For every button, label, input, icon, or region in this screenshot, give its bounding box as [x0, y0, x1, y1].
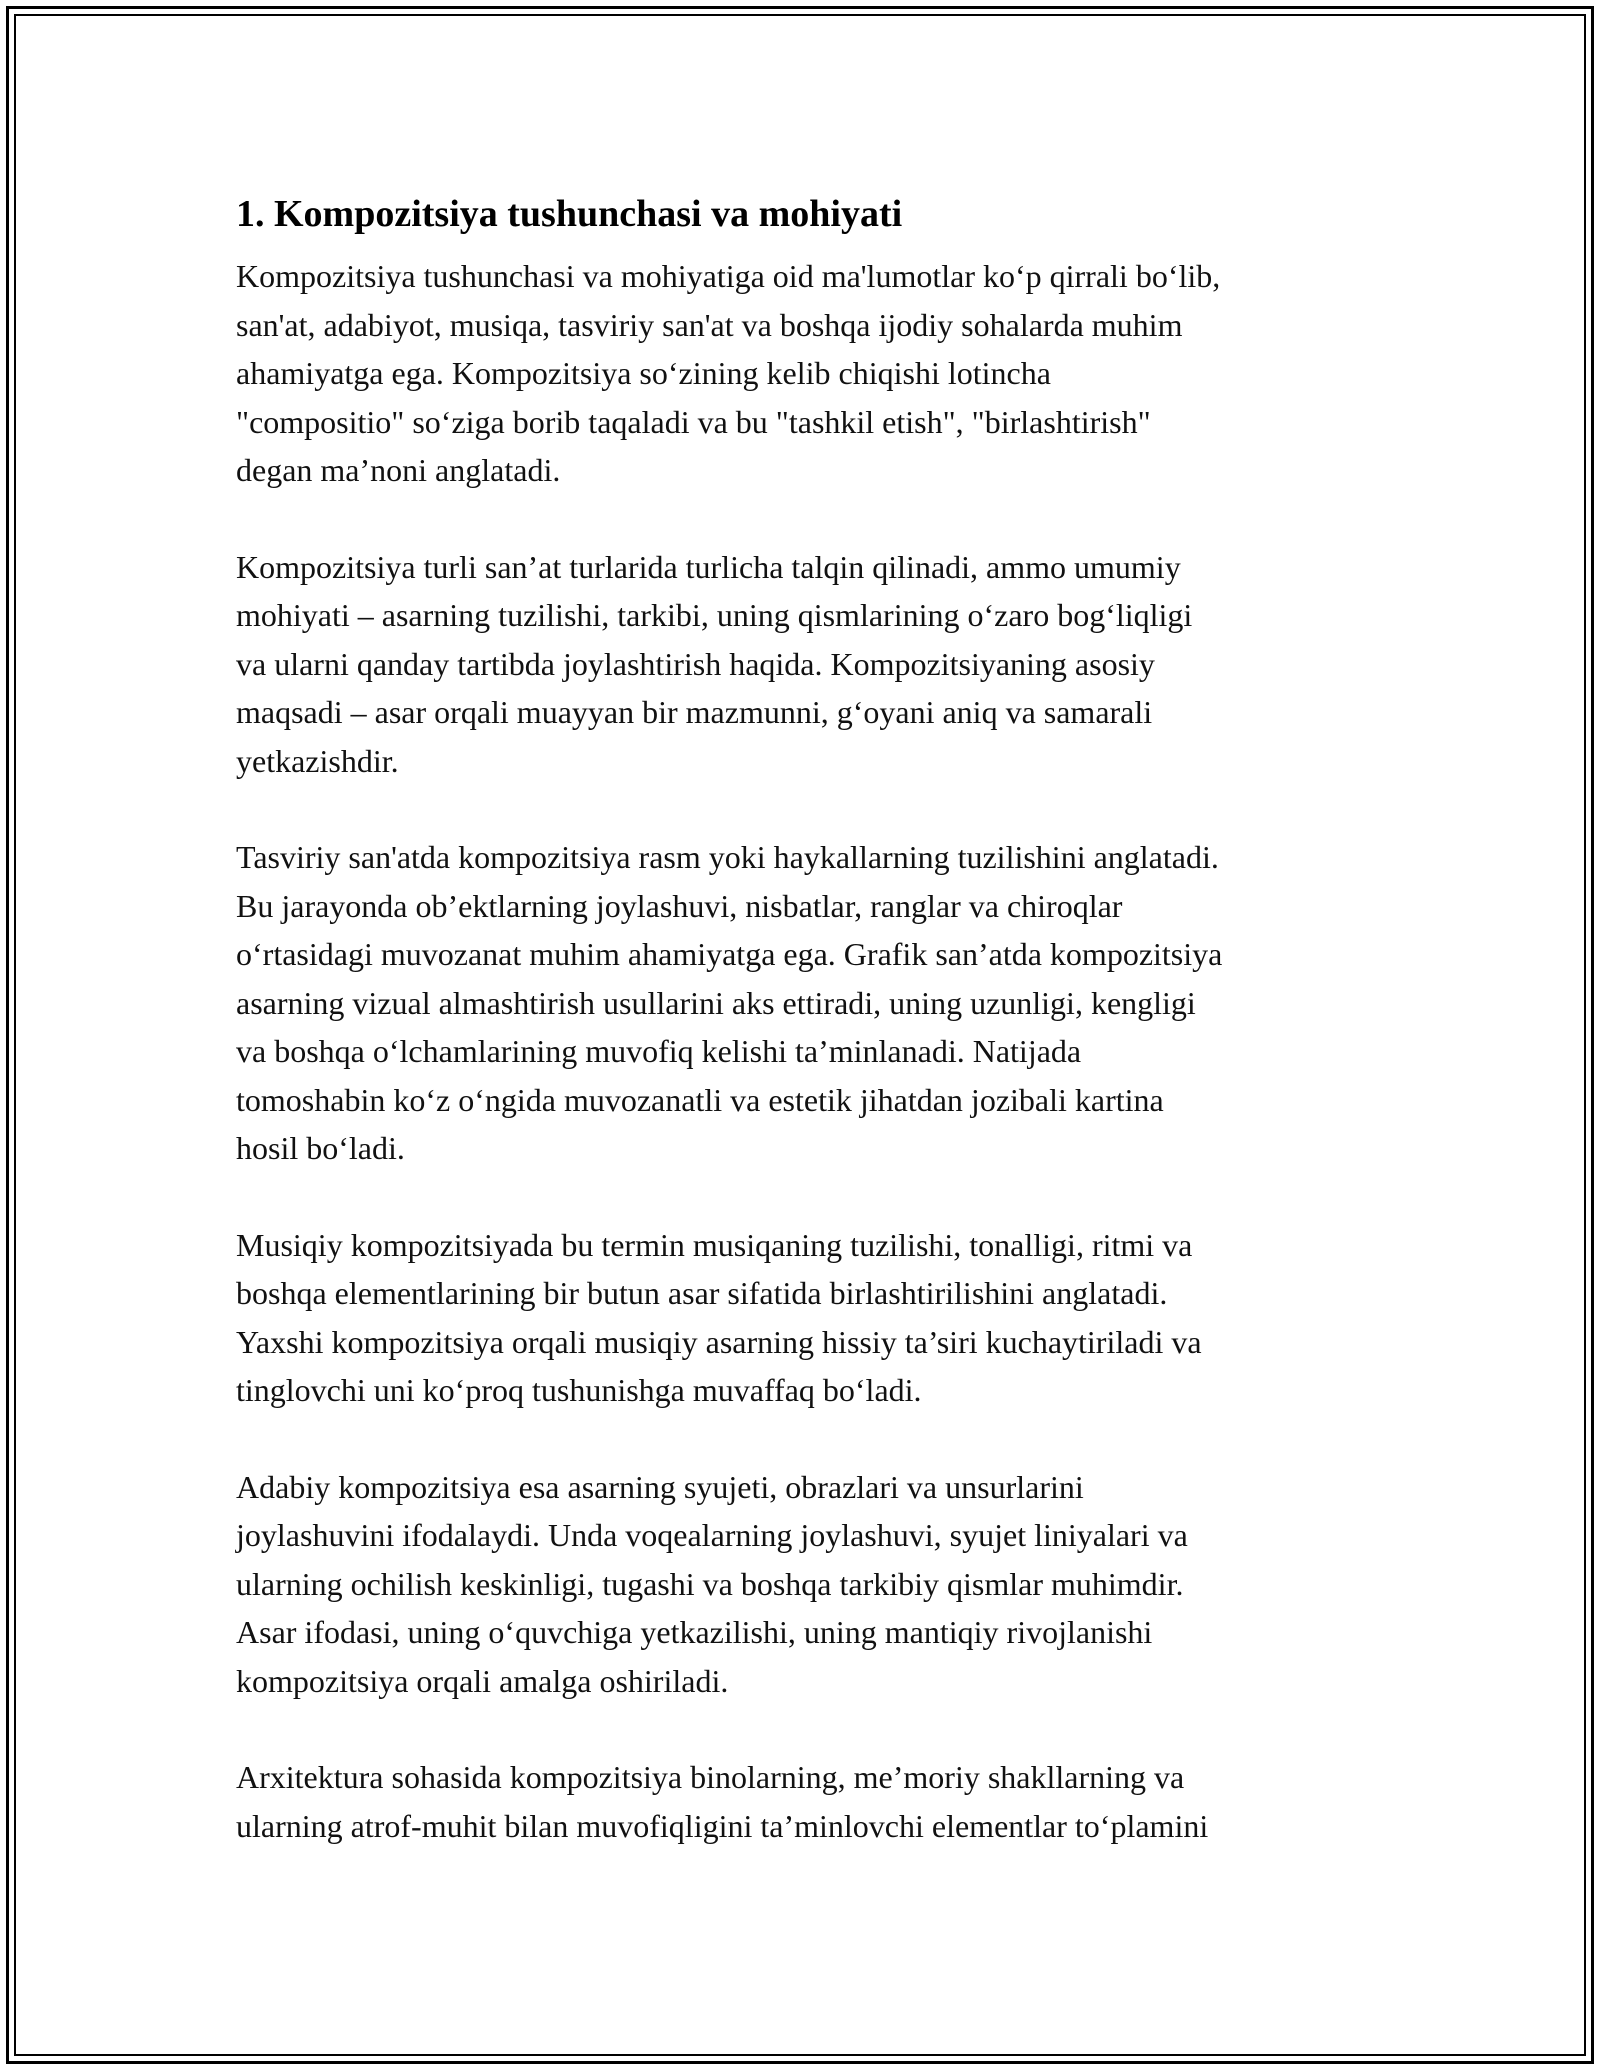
paragraph-essence: Kompozitsiya turli san’at turlarida turlicha talqin qilinadi, ammo umumiy mohiyati – asarning tuzilishi, tarkibi, uning qismlarining o‘zaro bog‘liqligi va ularni qanday tartibda joylashtirish haqida. Kompozitsiyaning asosiy maqsadi – asar orqali muayyan bir mazmunni, g‘oyani aniq va samarali yetkazishdir.: [236, 548, 1193, 779]
section-heading: 1. Kompozitsiya tushunchasi va mohiyati: [236, 193, 903, 235]
paragraph-fine-arts: Tasviriy san'atda kompozitsiya rasm yoki haykallarning tuzilishini anglatadi. Bu jarayonda ob’ektlarning joylashuvi, nisbatlar, ranglar va chiroqlar o‘rtasidagi muvozanat muhim ahamiyatga ega. Grafik san’atda kompozitsiya asarning vizual almashtirish usullarini aks ettiradi, uning uzunligi, kengligi va boshqa o‘lchamlarining muvofiq kelishi ta’minlanadi. Natijada tomoshabin ko‘z o‘ngida muvozanatli va estetik jihatdan jozibali kartina hosil bo‘ladi.: [236, 839, 1223, 1166]
paragraph-literature: Adabiy kompozitsiya esa asarning syujeti, obrazlari va unsurlarini joylashuvini ifodalaydi. Unda voqealarning joylashuvi, syujet liniyalari va ularning ochilish keskinligi, tugashi va boshqa tarkibiy qismlar muhimdir. Asar ifodasi, uning o‘quvchiga yetkazilishi, uning mantiqiy rivojlanishi kompozitsiya orqali amalga oshiriladi.: [236, 1468, 1188, 1699]
paragraph-architecture: Arxitektura sohasida kompozitsiya binolarning, me’moriy shakllarning va ularning atrof-muhit bilan muvofiqligini ta’minlovchi elementlar to‘plamini: [236, 1759, 1209, 1844]
document-body: [236, 186, 1366, 1898]
paragraph-intro: Kompozitsiya tushunchasi va mohiyatiga oid ma'lumotlar ko‘p qirrali bo‘lib, san'at, adabiyot, musiqa, tasviriy san'at va boshqa ijodiy sohalarda muhim ahamiyatga ega. Kompozitsiya so‘zining kelib chiqishi lotincha "compositio" so‘ziga borib taqaladi va bu "tashkil etish", "birlashtirish" degan ma’noni anglatadi.: [236, 258, 1221, 488]
paragraph-music: Musiqiy kompozitsiyada bu termin musiqaning tuzilishi, tonalligi, ritmi va boshqa elementlarining bir butun asar sifatida birlashtirilishini anglatadi. Yaxshi kompozitsiya orqali musiqiy asarning hissiy ta’siri kuchaytiriladi va tinglovchi uni ko‘proq tushunishga muvaffaq bo‘ladi.: [236, 1226, 1202, 1408]
